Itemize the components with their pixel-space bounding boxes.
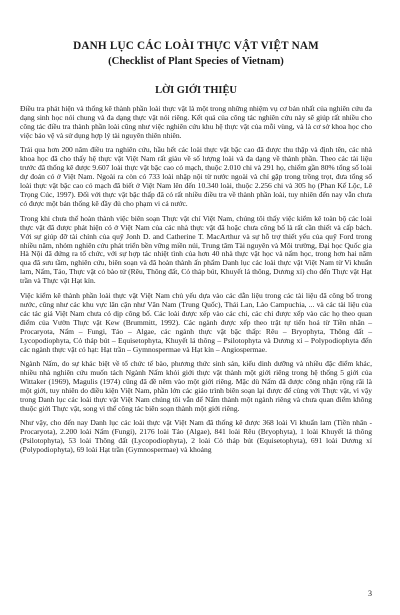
- paragraph-intro: Điều tra phát hiện và thống kê thành phần loài thực vật là một trong những nhiệm vụ cơ bản nhất của nghiên cứu đa dạng sinh học nói chung và đa dạng thực vật nói riêng. Kết quả của công tác nghiên cứu này sẽ giúp rất nhiều cho công tác điều tra thành phần loài cũng như việc nghiên cứu khu hệ thực vật của mỗi vùng, và là cơ sở khoa học cho việc bảo vệ và sử dụng hợp lý tài nguyên thiên nhiên.: [20, 104, 372, 140]
- paragraph-method: Việc kiểm kê thành phần loài thực vật Việt Nam chủ yếu dựa vào các dẫn liệu trong các tài liệu đã công bố trong nước, cũng như các khu vực lân cận như Vân Nam (Trung Quốc), Thái Lan, Lào Campuchia, ... và các tài liệu của các tác giả Việt Nam chưa có dịp công bố. Các loài được xếp vào các chi, các chi được xếp vào các họ theo quan điểm của Vườn Thực vật Kew (Brummitt, 1992). Các ngành được xếp theo trật tự tiến hoá từ Tiền nhân – Procaryota, Nấm – Fungi, Tảo – Algae, các ngành thực vật bậc thấp: Rêu – Bryophyta, Thông đất – Lycopodiophyta, Cỏ tháp bút – Equisetophyta, Khuyết lá thông – Psilotophyta và Dương xỉ – Polypodiophyta đến các ngành thực vật có hạt: Hạt trần – Gymnospermae và Hạt kín – Angiospermae.: [20, 290, 372, 354]
- page-number: 3: [368, 589, 372, 598]
- page-subtitle: (Checklist of Plant Species of Vietnam): [108, 56, 284, 67]
- paragraph-history: Trải qua hơn 200 năm điều tra nghiên cứu, hầu hết các loài thực vật bậc cao đã được thu thập và định tên, các nhà khoa học đã cho thấy hệ thực vật Việt Nam rất giàu về số lượng loài và đa dạng về thành phần. Theo các tài liệu trước đã thống kê được 9.607 loài thực vật bậc cao có mạch, thuộc 2.010 chi và 291 họ, chiếm gần 80% tổng số loài dự đoán có ở Việt Nam. Ngoài ra còn có 733 loài nhập nội từ nước ngoài và chỉ gặp trong trồng trọt, đưa tổng số loài thực vật bậc cao có mạch đã biết ở Việt Nam lên đến 10.340 loài, thuộc 2.256 chi và 305 họ (Phan Kế Lộc, Lê Trọng Cúc, 1997). Đối với thực vật bậc thấp đã có rất nhiều điều tra về thành phần loài, tuy nhiên đến nay vẫn chưa có được một bản thống kê đầy đủ cho phạm vi cả nước.: [20, 145, 372, 209]
- paragraph-summary: Như vậy, cho đến nay Danh lục các loài thực vật Việt Nam đã thống kê được 368 loài Vi khuẩn lam (Tiền nhân - Procaryota), 2.200 loài Nấm (Fungi), 2176 loài Tảo (Algae), 841 loài Rêu (Bryophyta), 1 loài Khuyết lá thông (Psilotophyta), 53 loài Thông đất (Lycopodiophyta), 2 loài Cỏ tháp bút (Equisetophyta), 691 loài Dương xỉ (Polypodiophyta), 69 loài Hạt trần (Gymnospermae) và khoảng: [20, 418, 372, 455]
- page-title: DANH LỤC CÁC LOÀI THỰC VẬT VIỆT NAM: [73, 40, 319, 52]
- paragraph-fungi: Ngành Nấm, do sự khác biệt về tổ chức tế bào, phương thức sinh sản, kiểu dinh dưỡng và nhiều đặc điểm khác, nhiều nhà nghiên cứu muốn tách Ngành Nấm khỏi giới thực vật thành một giới riêng trong hệ thống 5 giới của Wittaker (1969), Magulis (1974) cũng đã đề nêm vào một giới riêng. Mặc dù Nấm đã được công nhận rộng rãi là một giới, tuy nhiên do điều kiện Việt Nam, phần lớn các giáo trình biên soạn lại được để cùng với Thực vật, vì vậy trong Danh lục các loài thực vật Việt Nam chúng tôi vẫn để Nấm thành một ngành riêng và chưa quan điểm không thuộc giới Thực vật, song vì thể công tác biên soạn thành một giới riêng.: [20, 359, 372, 413]
- paragraph-project: Trong khi chưa thể hoàn thành việc biên soạn Thực vật chí Việt Nam, chúng tôi thấy việc kiểm kê toàn bộ các loài thực vật đã được phát hiện có ở Việt Nam của các nhà thực vật đã hoặc chưa công bố là rất cần thiết và cấp bách. Với sự giúp đỡ tài chính của quỹ Jonh D. and Catherine T. MacArthur và sự hỗ trợ thiết yếu của quỹ Ford trong nhiều năm, nhóm nghiên cứu phát triển bền vững miền núi, Trung tâm Tài nguyên và Môi trường, Đại học Quốc gia Hà Nội đã đứng ra tổ chức, với sự hợp tác nhiệt tình của hơn 40 nhà thực vật học và nấm học, trong hơn hai năm qua đã sưu tầm, nghiên cứu, biên soạn và đã hoàn thành ấn phẩm Danh lục các loài thực vật Việt Nam từ Vi khuẩn lam, Nấm, Tảo, Thực vật có bào tử (Rêu, Thông đất, Cỏ tháp bút, Khuyết lá thông, Dương xỉ) cho đến Thực vật Hạt trần và Thực vật Hạt kín.: [20, 213, 372, 286]
- section-heading: LỜI GIỚI THIỆU: [155, 85, 237, 96]
